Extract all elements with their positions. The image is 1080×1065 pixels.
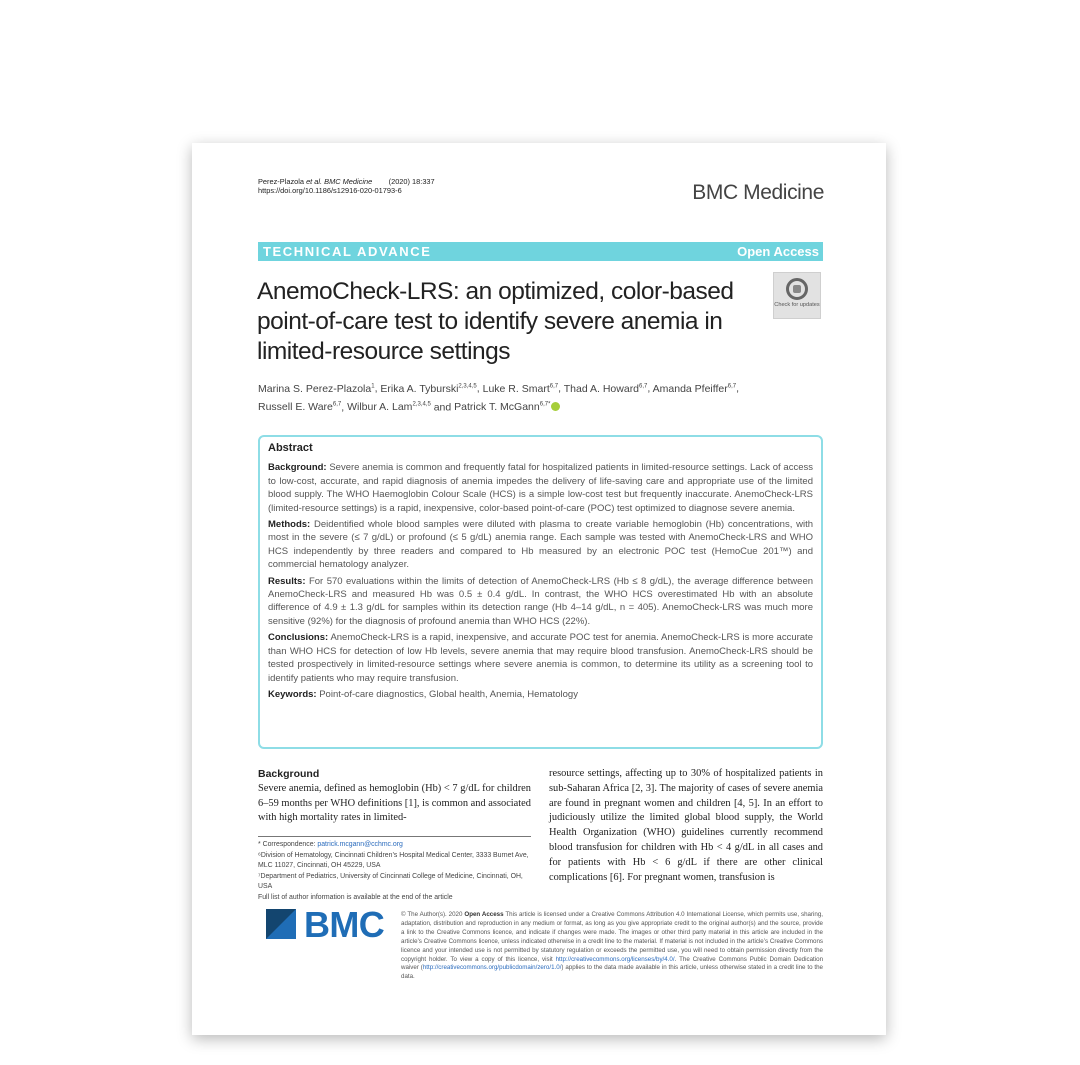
article-type-label: TECHNICAL ADVANCE [263,244,432,259]
bmc-logo [266,904,396,945]
author-info-note: Full list of author information is available at the end of the article [258,893,453,901]
citation-header [258,177,435,196]
author[interactable]: Marina S. Perez-Plazola$^1$ [258,382,375,395]
author[interactable]: Patrick T. McGann$^{6,7*}$ [454,401,551,413]
abstract-background: Background: Severe anemia is common and frequently fatal for hospitalized patients in limited-resource settings. Lack of access to low-cost, accurate, and rapid diagnosis of anemia impedes the delivery of life-saving care and appropriate use of the limited blood supply. The WHO Haemoglobin Colour Scale (HCS) is a simple low-cost test but frequently inaccurate. AnemoCheck-LRS (limited-resource settings) is a rapid, inexpensive, color-based point-of-care (POC) test optimized to diagnose severe anemia. [268,462,813,514]
orcid-icon[interactable] [551,402,560,411]
article-type-bar [258,242,823,261]
author[interactable]: Erika A. Tyburski$^{2,3,4,5}$ [380,382,477,395]
abstract-box [258,435,823,749]
body-text-right: resource settings, affecting up to 30% of hospitalized patients in sub-Saharan Africa [2, 3]. The majority of cases of severe anemia are found in pregnant women and children [4, 5]. In an effort to judiciously utilize the limited global blood supply, the World Health Organization (WHO) guidelines currently recommend blood transfusion for children with Hb < 4 g/dL in all cases and for patients with Hb < 6 g/dL if there are other clinical complications [6]. For pregnant women, transfusion is [549,768,823,883]
citation-authors: Perez-Plazola [258,177,307,186]
footnotes: * Correspondence: patrick.mcgann@cchmc.org ⁶Division of Hematology, Cincinnati Children’s Hospital Medical Center, 3333 Burnet Ave, MLC 11027, Cincinnati, OH 45229, USA ⁷Department of Pediatrics, University of Cincinnati College of Medicine, Cincinnati, OH, USA Full list of author information is available at the end of the article [258,840,531,903]
check-updates-icon [786,278,808,300]
author[interactable]: Wilbur A. Lam$^{2,3,4,5}$ [347,401,431,413]
article-title: AnemoCheck-LRS: an optimized, color-based point-of-care test to identify severe anemia in limited-resource settings [257,278,734,365]
citation-journal: et al. BMC Medicine [306,177,373,186]
article-page [192,143,886,1035]
check-for-updates-button[interactable] [773,272,821,319]
bmc-logo-mark-icon [266,909,296,939]
citation-year: (2020) 18:337 [372,177,435,186]
public-domain-link[interactable]: http://creativecommons.org/publicdomain/zero/1.0/ [422,964,562,972]
doi-link[interactable]: https://doi.org/10.1186/s12916-020-01793-6 [258,186,402,196]
abstract-methods: Methods: Deidentified whole blood samples were diluted with plasma to create variable hemoglobin (Hb) concentrations, with most in the severe (≤ 7 g/dL) or profound (≤ 5 g/dL) anemia range. Each sample was tested with AnemoCheck-LRS and WHO HCS independently by three readers and compared to Hb measured by an electronic POC test (HemoCue 201™) and commercial hematology analyzer. [268,519,813,571]
author[interactable]: Amanda Pfeiffer$^{6,7}$ [652,382,737,395]
affiliation-7: ⁷Department of Pediatrics, University of Cincinnati College of Medicine, Cincinnati, OH, USA [258,872,523,890]
journal-name: BMC Medicine [692,181,824,204]
author-list: Marina S. Perez-Plazola$^1$, Erika A. Tyburski$^{2,3,4,5}$, Luke R. Smart$^{6,7}$, Thad A. Howard$^{6,7}$, Amanda Pfeiffer$^{6,7}$, Russell E. Ware$^{6,7}$, Wilbur A. Lam$^{2,3,4,5}$ and Patrick T. McGann$^{6,7*}$ [258,382,740,413]
affiliation-6: ⁶Division of Hematology, Cincinnati Children’s Hospital Medical Center, 3333 Burnet Ave, MLC 11027, Cincinnati, OH 45229, USA [258,851,529,869]
author[interactable]: Luke R. Smart$^{6,7}$ [482,382,559,395]
open-access-label: Open Access [737,244,819,259]
author[interactable]: Thad A. Howard$^{6,7}$ [563,382,648,395]
license-link[interactable]: http://creativecommons.org/licenses/by/4.0/ [555,955,675,963]
body-column-left [258,767,531,826]
correspondence-email[interactable]: patrick.mcgann@cchmc.org [317,841,403,848]
abstract-keywords: Keywords: Point-of-care diagnostics, Global health, Anemia, Hematology [268,688,578,700]
abstract-results: Results: For 570 evaluations within the limits of detection of AnemoCheck-LRS (Hb ≤ 8 g/dL), the average difference between AnemoCheck-LRS and measured Hb was 0.5 ± 0.4 g/dL. In contrast, the WHO HCS overestimated Hb with an absolute difference of 4.9 ± 1.3 g/dL for samples within its detection range (Hb 4–14 g/dL, n = 405). AnemoCheck-LRS was much more sensitive (92%) for the diagnosis of profound anemia than WHO HCS (22%). [268,575,814,627]
bmc-logo-text: BMC [304,904,385,945]
abstract-conclusions: Conclusions: AnemoCheck-LRS is a rapid, inexpensive, and accurate POC test for anemia. AnemoCheck-LRS is more accurate than WHO HCS for detection of low Hb levels, severe anemia that may require blood transfusion. AnemoCheck-LRS should be tested prospectively in limited-resource settings where severe anemia is common, to determine its utility as a screening tool to identify patients who may require transfusion. [268,632,813,684]
license-statement: © The Author(s). 2020 Open Access This article is licensed under a Creative Commons Attribution 4.0 International License, which permits use, sharing, adaptation, distribution and reproduction in any medium or format, as long as you give appropriate credit to the original author(s) and the source, provide a link to the Creative Commons licence, and indicate if changes were made. The images or other third party material in this article are included in the article’s Creative Commons licence, unless indicated otherwise in a credit line to the material. If material is not included in the article’s Creative Commons licence and your intended use is not permitted by statutory regulation or exceeds the permitted use, you will need to obtain permission directly from the copyright holder. To view a copy of this licence, visit http://creativecommons.org/licenses/by/4.0/. The Creative Commons Public Domain Dedication waiver (http://creativecommons.org/publicdomain/zero/1.0/) applies to the data made available in this article, unless otherwise stated in a credit line to the data. [401,911,824,981]
section-heading-background: Background [258,768,320,780]
body-text-left: Severe anemia, defined as hemoglobin (Hb) < 7 g/dL for children 6–59 months per WHO definitions [1], is common and associated with high mortality rates in limited- [258,782,531,824]
footnote-divider [258,836,531,837]
abstract-heading: Abstract [268,442,313,454]
check-updates-label: Check for updates [774,302,820,308]
author[interactable]: Russell E. Ware$^{6,7}$ [258,401,342,413]
